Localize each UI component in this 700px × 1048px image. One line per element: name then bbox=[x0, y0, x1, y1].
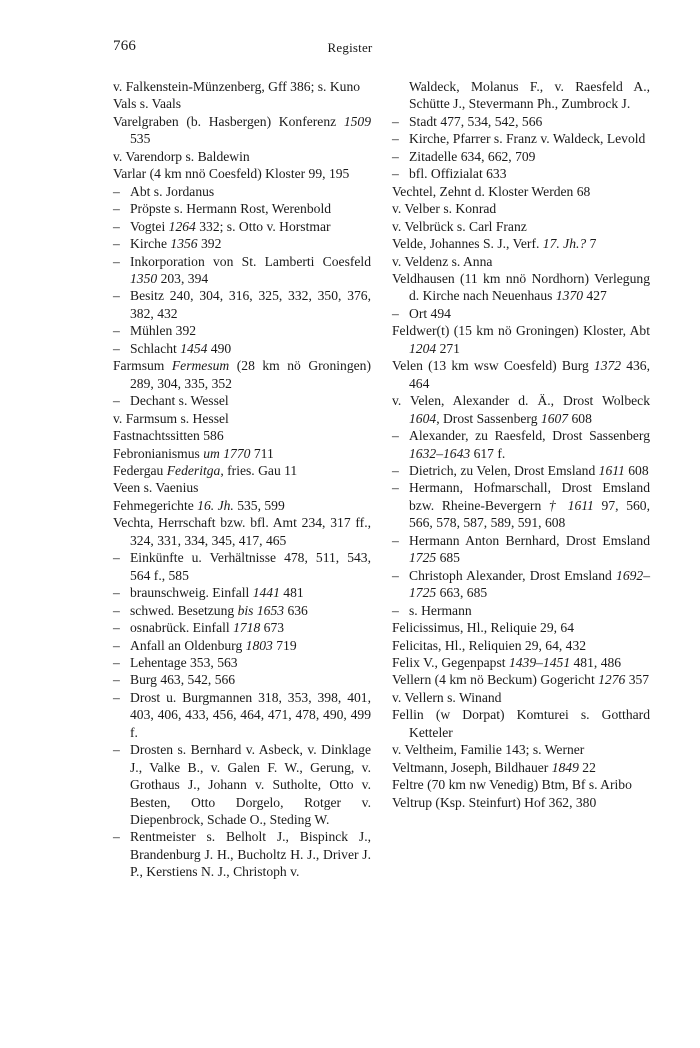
index-entry: Varlar (4 km nnö Coesfeld) Kloster 99, 195 bbox=[113, 166, 350, 182]
page-number: 766 bbox=[113, 38, 137, 54]
index-subentry: – Drost u. Burgmannen 318, 353, 398, 401, 403, 406, 433, 456, 464, 471, 478, 490, 499 f. bbox=[113, 689, 371, 741]
index-entry: Vellern (4 km nö Beckum) Gogericht 1276 357 bbox=[392, 672, 650, 688]
index-subentry: – Alexander, zu Raesfeld, Drost Sassenberg 1632–1643 617 f. bbox=[392, 427, 650, 462]
index-entry: v. Falkenstein-Münzenberg, Gff 386; s. Kuno bbox=[113, 79, 361, 94]
index-entry: Fehmegerichte 16. Jh. 535, 599 bbox=[113, 497, 285, 513]
index-subentry: – Einkünfte u. Verhältnisse 478, 511, 543, 564 f., 585 bbox=[113, 549, 371, 584]
index-subentry: – Stadt 477, 534, 542, 566 bbox=[392, 113, 650, 130]
index-column-left bbox=[113, 78, 371, 881]
index-subentry: – Burg 463, 542, 566 bbox=[113, 671, 371, 688]
index-entry: Fellin (w Dorpat) Komturei s. Gotthard Ketteler bbox=[392, 707, 650, 740]
index-entry: Farmsum Fermesum (28 km nö Groningen) 289, 304, 335, 352 bbox=[113, 358, 371, 391]
index-subentry: – braunschweig. Einfall 1441 481 bbox=[113, 584, 371, 601]
index-subentry: – Ort 494 bbox=[392, 305, 650, 322]
index-entry: v. Velen, Alexander d. Ä., Drost Wolbeck 1604, Drost Sassenberg 1607 608 bbox=[392, 393, 650, 426]
index-entry: Vals s. Vaals bbox=[113, 96, 182, 112]
index-subentry: – Hermann, Hofmarschall, Drost Emsland bzw. Rheine-Bevergern † 1611 97, 560, 566, 578, 587, 589, 591, 608 bbox=[392, 479, 650, 531]
index-subentry: – Schlacht 1454 490 bbox=[113, 340, 371, 357]
index-entry: Felix V., Gegenpapst 1439–1451 481, 486 bbox=[392, 654, 622, 670]
index-entry: Vechtel, Zehnt d. Kloster Werden 68 bbox=[392, 183, 591, 199]
index-entry: Velde, Johannes S. J., Verf. 17. Jh.? 7 bbox=[392, 236, 597, 252]
index-subentry: – schwed. Besetzung bis 1653 636 bbox=[113, 602, 371, 619]
index-entry: v. Varendorp s. Baldewin bbox=[113, 148, 250, 164]
index-entry: Waldeck, Molanus F., v. Raesfeld A., Schütte J., Stevermann Ph., Zumbrock J. bbox=[409, 79, 650, 112]
index-subentry: – Zitadelle 634, 662, 709 bbox=[392, 148, 650, 165]
index-subentry: – Dietrich, zu Velen, Drost Emsland 1611 608 bbox=[392, 462, 650, 479]
index-subentry: – Pröpste s. Hermann Rost, Werenbold bbox=[113, 200, 371, 217]
index-entry: Veltrup (Ksp. Steinfurt) Hof 362, 380 bbox=[392, 794, 597, 810]
index-subentry: – bfl. Offizialat 633 bbox=[392, 165, 650, 182]
index-entry: Veen s. Vaenius bbox=[113, 480, 199, 496]
index-entry: v. Farmsum s. Hessel bbox=[113, 410, 229, 426]
index-subentry: – osnabrück. Einfall 1718 673 bbox=[113, 619, 371, 636]
index-subentry: – Rentmeister s. Belholt J., Bispinck J., Brandenburg J. H., Bucholtz H. J., Driver J. P., Kerstiens N. J., Christoph v. bbox=[113, 828, 371, 880]
index-entry: Fastnachtssitten 586 bbox=[113, 428, 224, 444]
index-entry: v. Veldenz s. Anna bbox=[392, 253, 493, 269]
index-entry: Federgau Federitga, fries. Gau 11 bbox=[113, 462, 298, 478]
index-subentry: – Drosten s. Bernhard v. Asbeck, v. Dinklage J., Valke B., v. Galen F. W., Gerung, v. Grothaus J., Johann v. Sutholte, Otto v. Besten, Otto Dorgelo, Rotger v. Diepenbrock, Schade O., Steding W. bbox=[113, 741, 371, 828]
index-subentry: – Hermann Anton Bernhard, Drost Emsland 1725 685 bbox=[392, 532, 650, 567]
index-entry: Veltmann, Joseph, Bildhauer 1849 22 bbox=[392, 759, 596, 775]
index-entry: Felicitas, Hl., Reliquien 29, 64, 432 bbox=[392, 637, 587, 653]
index-subentry: – Christoph Alexander, Drost Emsland 1692–1725 663, 685 bbox=[392, 567, 650, 602]
index-entry: Vechta, Herrschaft bzw. bfl. Amt 234, 317 ff., 324, 331, 334, 345, 417, 465 bbox=[113, 515, 371, 548]
index-subentry: – Mühlen 392 bbox=[113, 322, 371, 339]
index-subentry: – s. Hermann bbox=[392, 602, 650, 619]
index-subentry: – Lehentage 353, 563 bbox=[113, 654, 371, 671]
index-entry: Feltre (70 km nw Venedig) Btm, Bf s. Aribo bbox=[392, 777, 632, 793]
index-subentry: – Inkorporation von St. Lamberti Coesfeld 1350 203, 394 bbox=[113, 253, 371, 288]
index-subentry: – Abt s. Jordanus bbox=[113, 183, 371, 200]
index-subentry: – Anfall an Oldenburg 1803 719 bbox=[113, 637, 371, 654]
index-entry: Felicissimus, Hl., Reliquie 29, 64 bbox=[392, 620, 575, 636]
index-subentry: – Kirche 1356 392 bbox=[113, 235, 371, 252]
index-column-right bbox=[392, 78, 650, 811]
index-entry: v. Vellern s. Winand bbox=[392, 689, 502, 705]
index-entry: Velen (13 km wsw Coesfeld) Burg 1372 436, 464 bbox=[392, 358, 651, 391]
index-entry: v. Velbrück s. Carl Franz bbox=[392, 218, 527, 234]
index-entry: Varelgraben (b. Hasbergen) Konferenz 1509 535 bbox=[113, 113, 371, 147]
index-entry: v. Veltheim, Familie 143; s. Werner bbox=[392, 742, 585, 758]
index-subentry: – Dechant s. Wessel bbox=[113, 392, 371, 409]
index-subentry: – Besitz 240, 304, 316, 325, 332, 350, 376, 382, 432 bbox=[113, 287, 371, 322]
index-subentry: – Kirche, Pfarrer s. Franz v. Waldeck, Levold bbox=[392, 130, 650, 147]
index-entry: Veldhausen (11 km nnö Nordhorn) Verlegung d. Kirche nach Neuenhaus 1370 427 bbox=[392, 270, 650, 304]
running-head: Register bbox=[327, 40, 373, 55]
index-entry: v. Velber s. Konrad bbox=[392, 201, 497, 217]
index-entry: Febronianismus um 1770 711 bbox=[113, 445, 274, 461]
index-subentry: – Vogtei 1264 332; s. Otto v. Horstmar bbox=[113, 218, 371, 235]
index-entry: Feldwer(t) (15 km nö Groningen) Kloster, Abt 1204 271 bbox=[392, 323, 650, 356]
